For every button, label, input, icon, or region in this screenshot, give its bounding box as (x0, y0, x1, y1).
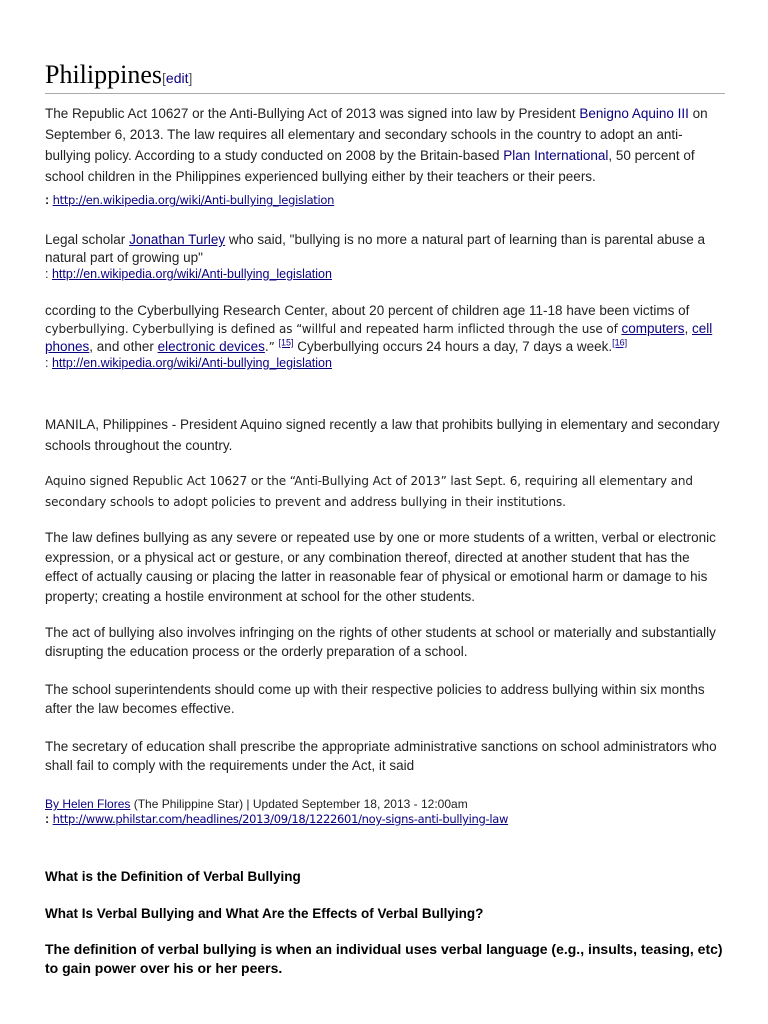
paragraph-manila: MANILA, Philippines - President Aquino signed recently a law that prohibits bullying in elementary and secondary schools throughout the country. (45, 417, 720, 453)
paragraph-secretary: The secretary of education shall prescribe the appropriate administrative sanctions on school administrators who shall fail to comply with the requirements under the Act, it said (45, 739, 717, 773)
source-link-2[interactable]: http://en.wikipedia.org/wiki/Anti-bullying_legislation (51, 267, 332, 281)
paragraph-superintendents: The school superintendents should come up with their respective policies to address bullying within six months after the law becomes effective. (45, 682, 705, 716)
source-line-2: : http://en.wikipedia.org/wiki/Anti-bullying_legislation (45, 267, 332, 281)
section-title: Philippines (45, 60, 163, 89)
link-electronic-devices[interactable]: electronic devices (157, 339, 265, 354)
paragraph-definition: The definition of verbal bullying is when an individual uses verbal language (e.g., insults, teasing, etc) to gain power over his or her peers. (45, 941, 723, 976)
paragraph-turley: Legal scholar Jonathan Turley who said, "bullying is no more a natural part of learning than is parental abuse a natural part of growing up" (45, 232, 705, 265)
source-link-4[interactable]: http://www.philstar.com/headlines/2013/09/18/1222601/noy-signs-anti-bullying-law (52, 812, 509, 826)
source-line-4: : http://www.philstar.com/headlines/2013/09/18/1222601/noy-signs-anti-bullying-law (45, 812, 509, 826)
link-cell-phones[interactable]: cell phones (45, 321, 713, 354)
reference-15[interactable]: [15] (278, 337, 294, 348)
source-link-3[interactable]: http://en.wikipedia.org/wiki/Anti-bullying_legislation (51, 356, 332, 370)
link-jonathan-turley[interactable]: Jonathan Turley (129, 232, 226, 247)
paragraph-aquino-signed: Aquino signed Republic Act 10627 or the “Anti-Bullying Act of 2013” last Sept. 6, requiring all elementary and secondary schools to adopt policies to prevent and address bullying in their institutions. (45, 474, 693, 509)
paragraph-law-defines: The law defines bullying as any severe or repeated use by one or more students of a written, verbal or electronic expression, or a physical act or gesture, or any combination thereof, directed at another student that has the effect of actually causing or placing the latter in reasonable fear of physical or emotional harm or damage to his property; creating a hostile environment at school for the other students. (45, 530, 716, 604)
link-computers[interactable]: computers (621, 321, 685, 336)
source-line-3: : http://en.wikipedia.org/wiki/Anti-bullying_legislation (45, 356, 332, 370)
heading-what-is-verbal-bullying: What Is Verbal Bullying and What Are the Effects of Verbal Bullying? (45, 906, 484, 921)
edit-section: [edit] (162, 70, 193, 86)
source-line-1: : http://en.wikipedia.org/wiki/Anti-bullying_legislation (45, 193, 335, 207)
link-plan-international[interactable]: Plan International (503, 148, 609, 163)
heading-definition-verbal-bullying: What is the Definition of Verbal Bullying (45, 869, 301, 884)
author-link[interactable]: By Helen Flores (45, 797, 131, 811)
byline: By Helen Flores (The Philippine Star) | Updated September 18, 2013 - 12:00am (45, 797, 468, 811)
paragraph-cyberbullying: ccording to the Cyberbullying Research Center, about 20 percent of children age 11-18 have been victims of cyberbullying. Cyberbullying is defined as “willful and repeated harm inflicted through the use of computers, cell phones, and other electronic devices.” [15] Cyberbullying occurs 24 hours a day, 7 days a week.[16] (45, 303, 713, 354)
paragraph-republic-act: The Republic Act 10627 or the Anti-Bullying Act of 2013 was signed into law by President Benigno Aquino III on September 6, 2013. The law requires all elementary and secondary schools in the country to adopt an anti-bullying policy. According to a study conducted on 2008 by the Britain-based Plan International, 50 percent of school children in the Philippines experienced bullying either by their teachers or their peers. (45, 106, 708, 184)
source-link-1[interactable]: http://en.wikipedia.org/wiki/Anti-bullying_legislation (52, 193, 335, 207)
edit-link[interactable]: edit (165, 70, 189, 86)
paragraph-act-of-bullying: The act of bullying also involves infringing on the rights of other students at school or materially and substantially disrupting the education process or the orderly preparation of a school. (45, 625, 716, 659)
section-heading (45, 60, 725, 94)
reference-16[interactable]: [16] (612, 337, 628, 348)
link-benigno-aquino[interactable]: Benigno Aquino III (579, 106, 689, 121)
